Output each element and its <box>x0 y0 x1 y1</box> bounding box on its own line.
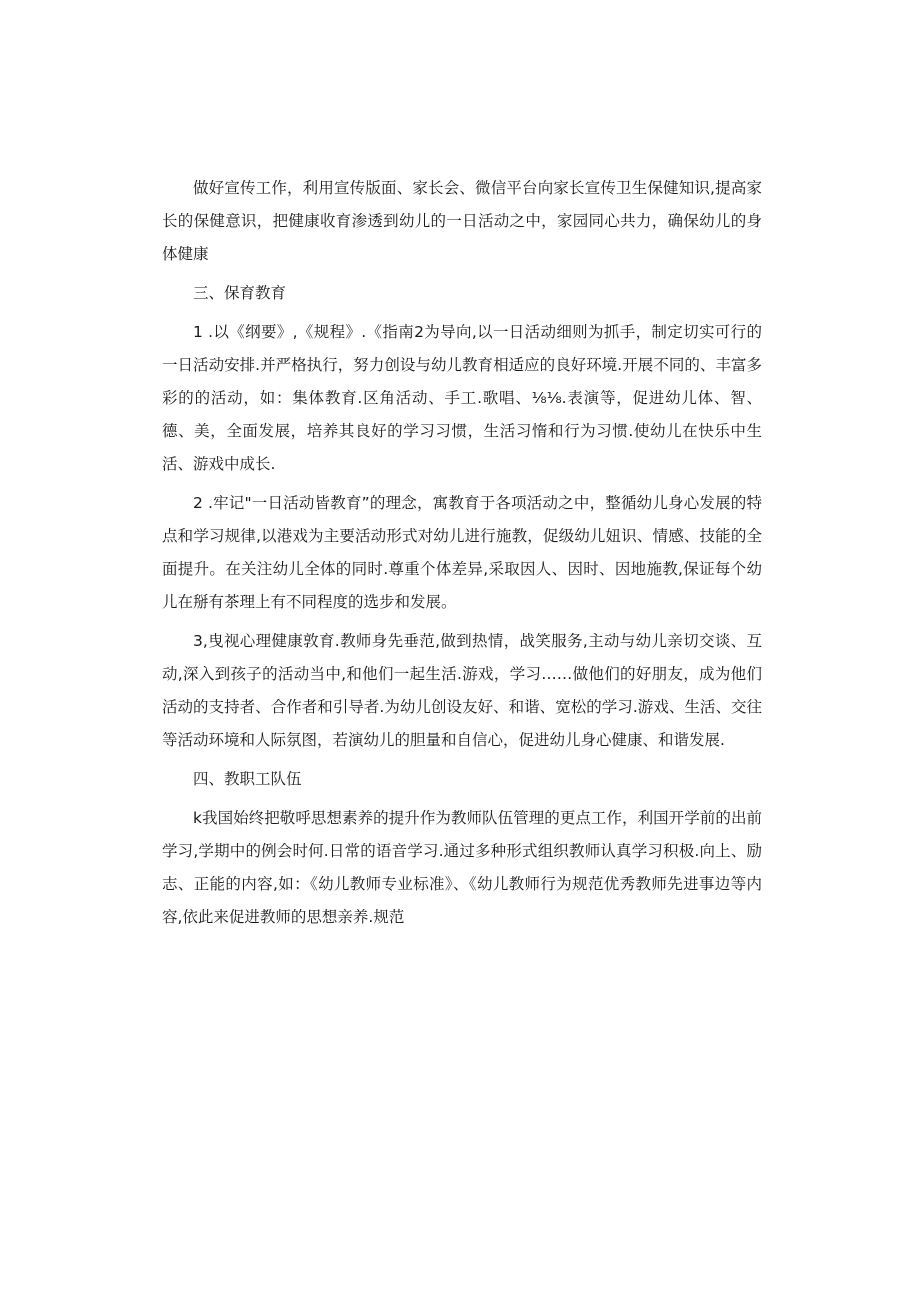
paragraph-item-1: 1 .以《纲要》,《规程》.《指南2为导向,以一日活动细则为抓手，制定切实可行的一日活动安排.并严格执行，努力创设与幼儿教育相适应的良好环境.开展不同的、丰富多彩的的活动，如：集体教育.区角活动、手工.歌唱、⅛⅛.表演等，促进幼儿体、智、德、美，全面发展，培养其良好的学习习惯，生活习惰和行为习惯.使幼儿在快乐中生活、游戏中成长. <box>162 323 762 473</box>
section-heading-staff: 四、教职工队伍 <box>193 770 302 788</box>
paragraph-item-3: 3,曳视心理健康敦育.教师身先垂范,做到热情，战笑服务,主动与幼儿亲切交谈、互动,深入到孩子的活动当中,和他们一起生活.游戏，学习……做他们的好朋友，成为他们活动的支持者、合作者和引导者.为幼儿创设友好、和谐、宽松的学习.游戏、生活、交往等活动环境和人际氛图，若演幼儿的胆量和自信心，促进幼儿身心健康、和谐发展. <box>162 632 762 749</box>
paragraph-item-2: 2 .牢记"一日活动皆教育”的理念，寓教育于各项活动之中，整循幼儿身心发展的特点和学习规律,以港戏为主要活动形式对幼儿进行施教，促级幼儿妞识、情感、技能的全面提升。在关注幼儿全体的同时.尊重个体差异,采取因人、因时、因地施教,保证每个幼儿在掰有茶理上有不同程度的选步和发展。 <box>162 494 762 611</box>
paragraph-publicity: 做好宣传工作，利用宣传版面、家长会、微信平台向家长宣传卫生保健知识,提高家长的保健意识，把健康收育渗透到幼儿的一日活动之中，家园同心共力，确保幼儿的身体健康 <box>162 179 762 263</box>
paragraph-staff: k我国始终把敬呼思想素养的提升作为教师队伍管理的更点工作，利国开学前的出前学习,学期中的例会时何.日常的语音学习.通过多种形式组织教师认真学习积极.向上、励志、正能的内容,如：《幼儿教师专业标准》、《幼儿教师行为规范优秀教师先进事边等内容,依此来促进教师的思想亲养.规范 <box>162 809 762 926</box>
document-body <box>162 172 762 940</box>
section-heading-childcare-education: 三、保育教育 <box>193 284 287 302</box>
